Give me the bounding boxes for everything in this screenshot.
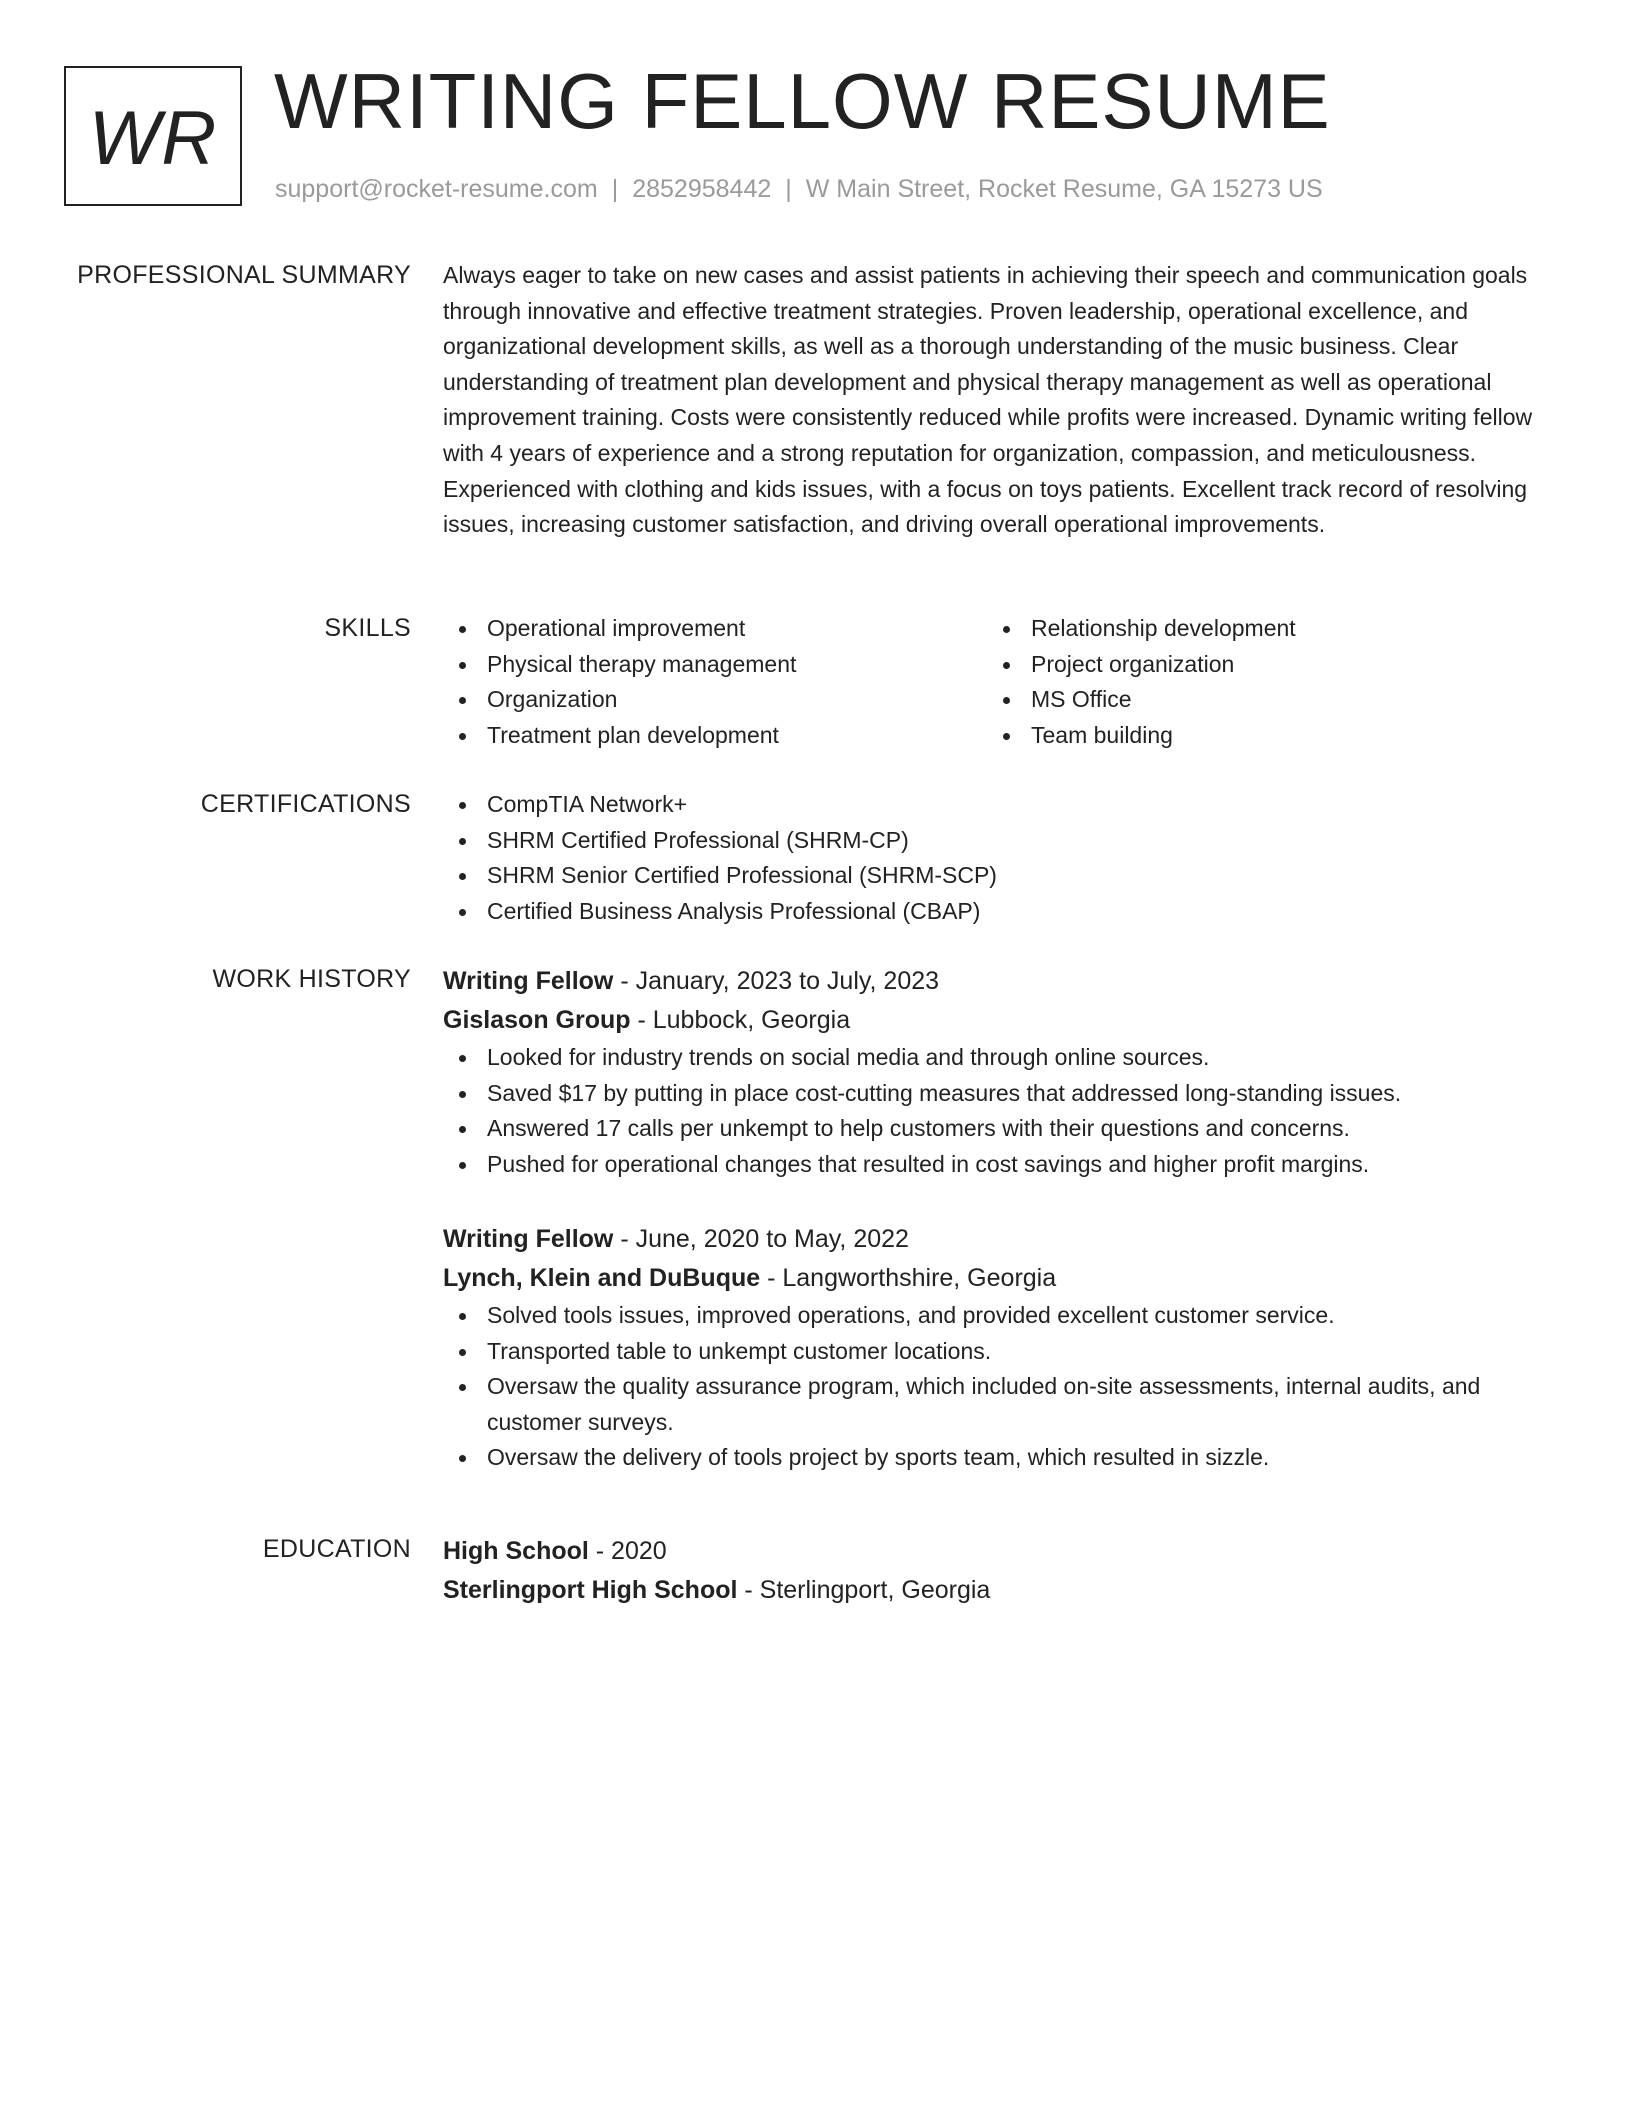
job-title: Writing Fellow xyxy=(443,967,614,995)
job-title: Writing Fellow xyxy=(443,1225,614,1253)
skills-list-left xyxy=(443,611,987,753)
section-label-work-history: WORK HISTORY xyxy=(212,965,411,993)
contact-separator: | xyxy=(611,175,619,203)
skills-body xyxy=(443,611,1555,753)
job-company: Gislason Group xyxy=(443,1006,631,1034)
section-label-skills: SKILLS xyxy=(324,614,411,642)
job-entry xyxy=(443,1220,1555,1476)
job-bullet: Answered 17 calls per unkempt to help customers with their questions and concerns. xyxy=(443,1111,1555,1147)
job-bullet-list xyxy=(443,1298,1555,1476)
job-location: - Langworthshire, Georgia xyxy=(760,1264,1057,1292)
skills-list-right xyxy=(987,611,1531,753)
section-label-summary: PROFESSIONAL SUMMARY xyxy=(77,261,411,289)
skill-item: Physical therapy management xyxy=(443,647,987,683)
skill-item: Team building xyxy=(987,718,1531,754)
certification-item: Certified Business Analysis Professional (CBAP) xyxy=(443,894,1555,930)
skill-item: MS Office xyxy=(987,682,1531,718)
job-bullet: Oversaw the quality assurance program, which included on-site assessments, internal audits, and customer surveys. xyxy=(443,1369,1555,1440)
job-bullet-list xyxy=(443,1040,1555,1182)
job-bullet: Looked for industry trends on social media and through online sources. xyxy=(443,1040,1555,1076)
contact-address: W Main Street, Rocket Resume, GA 15273 US xyxy=(805,175,1323,203)
monogram-box xyxy=(64,66,242,206)
job-dates: - June, 2020 to May, 2022 xyxy=(613,1225,909,1253)
job-bullet: Pushed for operational changes that resulted in cost savings and higher profit margins. xyxy=(443,1147,1555,1183)
job-company-line xyxy=(443,1259,1555,1298)
certification-item: SHRM Certified Professional (SHRM-CP) xyxy=(443,823,1555,859)
education-school: Sterlingport High School xyxy=(443,1576,738,1604)
job-title-line xyxy=(443,1220,1555,1259)
job-bullet: Solved tools issues, improved operations, and provided excellent customer service. xyxy=(443,1298,1555,1334)
education-degree: High School xyxy=(443,1537,589,1565)
job-bullet: Saved $17 by putting in place cost-cutting measures that addressed long-standing issues. xyxy=(443,1076,1555,1112)
monogram-initials: WR xyxy=(88,95,218,181)
contact-line xyxy=(275,172,1323,206)
summary-body xyxy=(443,258,1555,543)
contact-phone[interactable]: 2852958442 xyxy=(632,175,772,203)
education-school-line xyxy=(443,1571,1555,1610)
contact-email[interactable]: support@rocket-resume.com xyxy=(275,175,598,203)
section-label-certifications: CERTIFICATIONS xyxy=(200,790,411,818)
skill-item: Operational improvement xyxy=(443,611,987,647)
skill-item: Treatment plan development xyxy=(443,718,987,754)
job-location: - Lubbock, Georgia xyxy=(630,1006,851,1034)
job-company: Lynch, Klein and DuBuque xyxy=(443,1264,761,1292)
job-dates: - January, 2023 to July, 2023 xyxy=(613,967,940,995)
certification-item: SHRM Senior Certified Professional (SHRM-SCP) xyxy=(443,858,1555,894)
summary-text: Always eager to take on new cases and assist patients in achieving their speech and communication goals through innovative and effective treatment strategies. Proven leadership, operational excellence, and organizational development skills, as well as a thorough understanding of the music business. Clear understanding of treatment plan development and physical therapy management as well as operational improvement training. Costs were consistently reduced while profits were increased. Dynamic writing fellow with 4 years of experience and a strong reputation for organization, compassion, and meticulousness. Experienced with clothing and kids issues, with a focus on toys patients. Excellent track record of resolving issues, increasing customer satisfaction, and driving overall operational improvements. xyxy=(443,262,1533,538)
job-bullet: Transported table to unkempt customer locations. xyxy=(443,1334,1555,1370)
skill-item: Relationship development xyxy=(987,611,1531,647)
job-title-line xyxy=(443,962,1555,1001)
work-history-body xyxy=(443,962,1555,1476)
education-year: - 2020 xyxy=(588,1537,667,1565)
job-bullet: Oversaw the delivery of tools project by sports team, which resulted in sizzle. xyxy=(443,1440,1555,1476)
skills-grid xyxy=(443,611,1555,753)
education-body xyxy=(443,1532,1555,1610)
education-location: - Sterlingport, Georgia xyxy=(737,1576,991,1604)
certification-item: CompTIA Network+ xyxy=(443,787,1555,823)
section-label-education: EDUCATION xyxy=(262,1535,411,1563)
contact-separator: | xyxy=(785,175,792,203)
certifications-body xyxy=(443,787,1555,929)
job-entry xyxy=(443,962,1555,1182)
skill-item: Project organization xyxy=(987,647,1531,683)
education-degree-line xyxy=(443,1532,1555,1571)
job-company-line xyxy=(443,1001,1555,1040)
skill-item: Organization xyxy=(443,682,987,718)
certifications-list xyxy=(443,787,1555,929)
resume-title: WRITING FELLOW RESUME xyxy=(274,57,1331,145)
